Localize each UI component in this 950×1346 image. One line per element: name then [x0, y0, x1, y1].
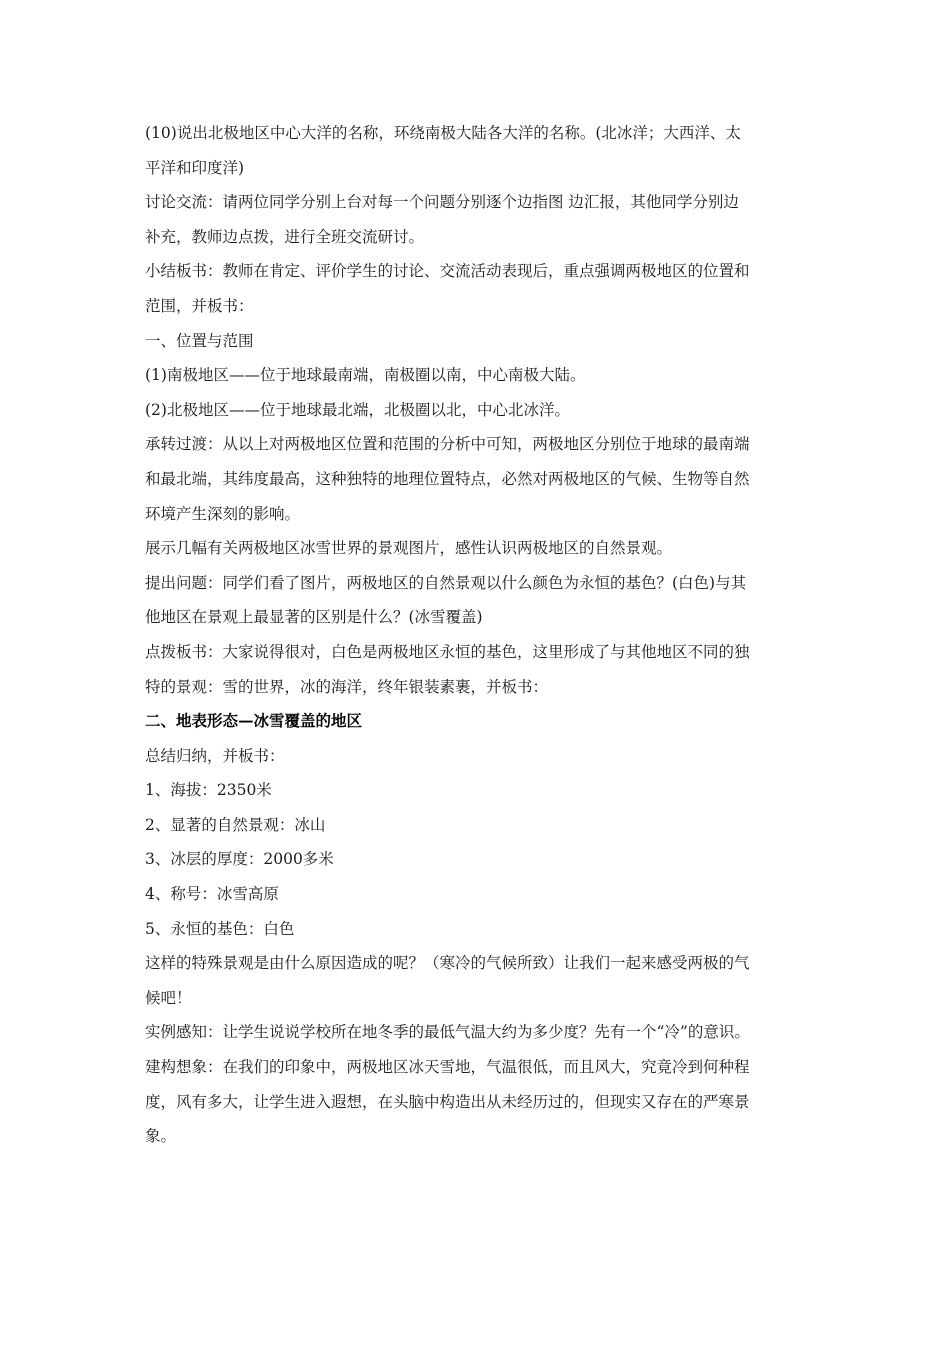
section-heading: 一、位置与范围	[145, 331, 254, 350]
text-line: 小结板书：教师在肯定、评价学生的讨论、交流活动表现后，重点强调两极地区的位置和	[145, 262, 750, 281]
text-line: 讨论交流：请两位同学分别上台对每一个问题分别逐个边指图 边汇报，其他同学分别边	[145, 193, 739, 212]
text-line: 承转过渡：从以上对两极地区位置和范围的分析中可知，两极地区分别位于地球的最南端	[145, 435, 750, 454]
text-line: 范围，并板书：	[145, 296, 254, 315]
list-item: 4、称号：冰雪高原	[145, 885, 279, 904]
text-line: 象。	[145, 1127, 177, 1146]
bold-section-heading: 二、地表形态—冰雪覆盖的地区	[145, 711, 363, 731]
text-line: (2)北极地区——位于地球最北端，北极圈以北，中心北冰洋。	[145, 400, 570, 419]
document-body	[145, 116, 810, 1154]
text-line: 实例感知：让学生说说学校所在地冬季的最低气温大约为多少度？先有一个“冷”的意识。	[145, 1023, 750, 1042]
text-line: 候吧！	[145, 988, 192, 1007]
text-line: 平洋和印度洋)	[145, 158, 245, 177]
list-item: 2、显著的自然景观：冰山	[145, 815, 326, 834]
list-item: 1、海拔：2350米	[145, 781, 272, 800]
text-line: 提出问题：同学们看了图片，两极地区的自然景观以什么颜色为永恒的基色？(白色)与其	[145, 573, 747, 592]
text-line: 环境产生深刻的影响。	[145, 504, 301, 523]
list-item: 3、冰层的厚度：2000多米	[145, 850, 334, 869]
text-line: 总结归纳，并板书：	[145, 746, 285, 765]
text-line: 展示几幅有关两极地区冰雪世界的景观图片，感性认识两极地区的自然景观。	[145, 539, 673, 558]
list-item: 5、永恒的基色：白色	[145, 919, 295, 938]
text-line: (10)说出北极地区中心大洋的名称，环绕南极大陆各大洋的名称。(北冰洋；大西洋、太	[145, 124, 741, 142]
text-line: 这样的特殊景观是由什么原因造成的呢？（寒冷的气候所致）让我们一起来感受两极的气	[145, 954, 750, 973]
text-line: 度，风有多大，让学生进入遐想，在头脑中构造出从未经历过的，但现实又存在的严寒景	[145, 1092, 750, 1111]
text-line: 他地区在景观上最显著的区别是什么？(冰雪覆盖)	[145, 608, 483, 627]
text-line: 补充，教师边点拨，进行全班交流研讨。	[145, 227, 425, 246]
text-line: 建构想象：在我们的印象中，两极地区冰天雪地，气温很低，而且风大，究竟冷到何种程	[145, 1058, 750, 1077]
text-line: (1)南极地区——位于地球最南端，南极圈以南，中心南极大陆。	[145, 366, 586, 385]
text-line: 特的景观：雪的世界，冰的海洋，终年银装素裹，并板书：	[145, 677, 549, 696]
text-line: 点拨板书：大家说得很对，白色是两极地区永恒的基色，这里形成了与其他地区不同的独	[145, 642, 750, 661]
text-line: 和最北端，其纬度最高，这种独特的地理位置特点，必然对两极地区的气候、生物等自然	[145, 469, 750, 488]
